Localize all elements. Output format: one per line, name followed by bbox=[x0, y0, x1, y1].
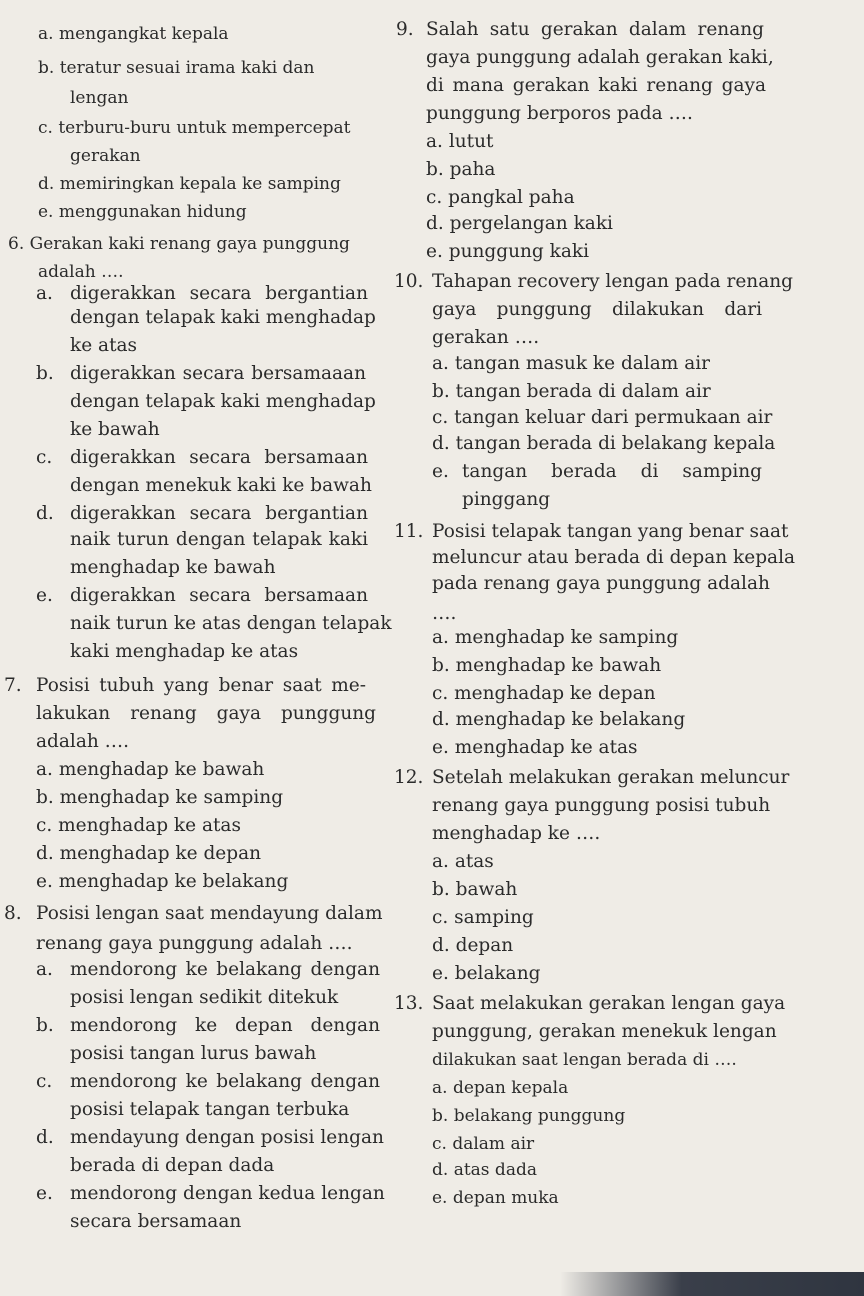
q8-option-c-cont: posisi telapak tangan terbuka bbox=[70, 1099, 350, 1120]
q5-option-b-cont: lengan bbox=[70, 88, 129, 108]
q7-number: 7. bbox=[4, 675, 22, 696]
q8-option-d-letter: d. bbox=[36, 1127, 54, 1148]
q6-option-b-cont2: ke bawah bbox=[70, 419, 160, 440]
q8-option-b-letter: b. bbox=[36, 1015, 54, 1036]
q6-option-e-cont2: kaki menghadap ke atas bbox=[70, 641, 299, 662]
q6-option-a-cont2: ke atas bbox=[70, 335, 138, 356]
q8-option-e-letter: e. bbox=[36, 1183, 53, 1204]
q7-option-c: c. menghadap ke atas bbox=[36, 815, 241, 836]
q6-option-c: digerakkan secara bersamaan bbox=[70, 447, 368, 468]
q8-option-e: mendorong dengan kedua lengan bbox=[70, 1183, 385, 1204]
q8-option-b-cont: posisi tangan lurus bawah bbox=[70, 1043, 317, 1064]
q13-stem-cont: punggung, gerakan menekuk lengan bbox=[432, 1021, 777, 1042]
q7-option-b: b. menghadap ke samping bbox=[36, 787, 284, 808]
q6-stem-cont: adalah …. bbox=[38, 262, 124, 282]
q7-stem: Posisi tubuh yang benar saat me- bbox=[36, 675, 366, 696]
q11-stem: Posisi telapak tangan yang benar saat bbox=[432, 521, 789, 542]
q6-option-e-cont: naik turun ke atas dengan telapak bbox=[70, 613, 392, 634]
q5-option-b: b. teratur sesuai irama kaki dan bbox=[38, 58, 315, 78]
q10-number: 10. bbox=[394, 271, 424, 292]
q9-stem-cont2: di mana gerakan kaki renang gaya bbox=[426, 75, 766, 96]
q6-option-b: digerakkan secara bersamaaan bbox=[70, 363, 366, 384]
q11-option-c: c. menghadap ke depan bbox=[432, 683, 656, 704]
q13-option-a: a. depan kepala bbox=[432, 1078, 569, 1098]
q8-option-d-cont: berada di depan dada bbox=[70, 1155, 275, 1176]
q13-number: 13. bbox=[394, 993, 424, 1014]
q13-option-b: b. belakang punggung bbox=[432, 1106, 626, 1126]
q12-option-a: a. atas bbox=[432, 851, 494, 872]
q8-option-a-cont: posisi lengan sedikit ditekuk bbox=[70, 987, 339, 1008]
q11-stem-cont3: …. bbox=[432, 603, 457, 624]
q10-option-a: a. tangan masuk ke dalam air bbox=[432, 353, 711, 374]
q13-stem-cont2: dilakukan saat lengan berada di …. bbox=[432, 1050, 737, 1070]
q5-option-c: c. terburu-buru untuk mempercepat bbox=[38, 118, 351, 138]
q10-option-e-letter: e. bbox=[432, 461, 449, 482]
q11-option-e: e. menghadap ke atas bbox=[432, 737, 638, 758]
q10-stem-cont: gaya punggung dilakukan dari bbox=[432, 299, 762, 320]
q10-option-d: d. tangan berada di belakang kepala bbox=[432, 433, 776, 454]
q11-stem-cont: meluncur atau berada di depan kepala bbox=[432, 547, 796, 568]
q7-stem-cont2: adalah …. bbox=[36, 731, 130, 752]
q9-number: 9. bbox=[396, 19, 414, 40]
q6-option-d-cont2: menghadap ke bawah bbox=[70, 557, 276, 578]
q13-option-d: d. atas dada bbox=[432, 1160, 537, 1180]
q6-option-b-letter: b. bbox=[36, 363, 54, 384]
q9-stem-cont: gaya punggung adalah gerakan kaki, bbox=[426, 47, 774, 68]
q11-number: 11. bbox=[394, 521, 424, 542]
q5-option-e: e. menggunakan hidung bbox=[38, 202, 247, 222]
q10-option-e: tangan berada di samping bbox=[462, 461, 762, 482]
q10-option-c: c. tangan keluar dari permukaan air bbox=[432, 407, 773, 428]
q5-option-c-cont: gerakan bbox=[70, 146, 141, 166]
q12-stem-cont2: menghadap ke …. bbox=[432, 823, 601, 844]
q6-option-a: digerakkan secara bergantian bbox=[70, 283, 368, 304]
q6-option-d: digerakkan secara bergantian bbox=[70, 503, 368, 524]
q11-option-d: d. menghadap ke belakang bbox=[432, 709, 686, 730]
q8-option-b: mendorong ke depan dengan bbox=[70, 1015, 380, 1036]
q9-stem: Salah satu gerakan dalam renang bbox=[426, 19, 764, 40]
q12-number: 12. bbox=[394, 767, 424, 788]
q8-number: 8. bbox=[4, 903, 22, 924]
q13-stem: Saat melakukan gerakan lengan gaya bbox=[432, 993, 786, 1014]
q10-option-b: b. tangan berada di dalam air bbox=[432, 381, 711, 402]
q10-stem: Tahapan recovery lengan pada renang bbox=[432, 271, 793, 292]
q13-option-e: e. depan muka bbox=[432, 1188, 559, 1208]
q9-option-a: a. lutut bbox=[426, 131, 494, 152]
q12-option-e: e. belakang bbox=[432, 963, 541, 984]
q10-stem-cont2: gerakan …. bbox=[432, 327, 540, 348]
q9-option-c: c. pangkal paha bbox=[426, 187, 575, 208]
q6-option-e-letter: e. bbox=[36, 585, 53, 606]
q6-option-e: digerakkan secara bersamaan bbox=[70, 585, 368, 606]
q5-option-a: a. mengangkat kepala bbox=[38, 24, 229, 44]
q11-stem-cont2: pada renang gaya punggung adalah bbox=[432, 573, 770, 594]
q8-stem-cont: renang gaya punggung adalah …. bbox=[36, 933, 353, 954]
q9-option-d: d. pergelangan kaki bbox=[426, 213, 613, 234]
page-bottom-edge bbox=[560, 1272, 864, 1296]
q8-option-a-letter: a. bbox=[36, 959, 53, 980]
q7-stem-cont: lakukan renang gaya punggung bbox=[36, 703, 376, 724]
q5-option-d: d. memiringkan kepala ke samping bbox=[38, 174, 341, 194]
q10-option-e-cont: pinggang bbox=[462, 489, 551, 510]
q13-option-c: c. dalam air bbox=[432, 1134, 535, 1154]
q12-option-b: b. bawah bbox=[432, 879, 518, 900]
q6-option-a-letter: a. bbox=[36, 283, 53, 304]
q7-option-a: a. menghadap ke bawah bbox=[36, 759, 265, 780]
q7-option-d: d. menghadap ke depan bbox=[36, 843, 262, 864]
q9-option-b: b. paha bbox=[426, 159, 496, 180]
q11-option-b: b. menghadap ke bawah bbox=[432, 655, 662, 676]
q6-option-b-cont: dengan telapak kaki menghadap bbox=[70, 391, 376, 412]
q8-option-a: mendorong ke belakang dengan bbox=[70, 959, 380, 980]
q6-option-d-letter: d. bbox=[36, 503, 54, 524]
q6-option-a-cont: dengan telapak kaki menghadap bbox=[70, 307, 376, 328]
q6-stem: 6. Gerakan kaki renang gaya punggung bbox=[8, 234, 350, 254]
q6-option-c-cont: dengan menekuk kaki ke bawah bbox=[70, 475, 372, 496]
q7-option-e: e. menghadap ke belakang bbox=[36, 871, 289, 892]
q9-stem-cont3: punggung berporos pada …. bbox=[426, 103, 693, 124]
q6-option-d-cont: naik turun dengan telapak kaki bbox=[70, 529, 368, 550]
q12-stem-cont: renang gaya punggung posisi tubuh bbox=[432, 795, 771, 816]
q12-stem: Setelah melakukan gerakan meluncur bbox=[432, 767, 790, 788]
q11-option-a: a. menghadap ke samping bbox=[432, 627, 679, 648]
q9-option-e: e. punggung kaki bbox=[426, 241, 590, 262]
q8-stem: Posisi lengan saat mendayung dalam bbox=[36, 903, 383, 924]
q12-option-c: c. samping bbox=[432, 907, 534, 928]
q8-option-e-cont: secara bersamaan bbox=[70, 1211, 242, 1232]
q12-option-d: d. depan bbox=[432, 935, 514, 956]
q6-option-c-letter: c. bbox=[36, 447, 53, 468]
q8-option-c: mendorong ke belakang dengan bbox=[70, 1071, 380, 1092]
q8-option-d: mendayung dengan posisi lengan bbox=[70, 1127, 384, 1148]
q8-option-c-letter: c. bbox=[36, 1071, 53, 1092]
